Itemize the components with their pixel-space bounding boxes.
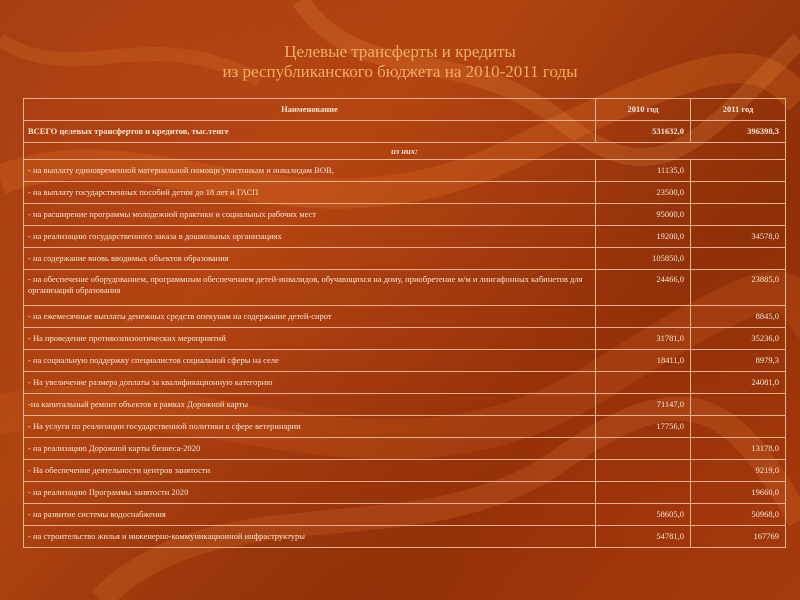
row-value-2010: 18411,0: [596, 350, 691, 372]
table-row: [24, 460, 786, 482]
row-value-2010: 23500,0: [596, 182, 691, 204]
row-name: - на реализацию Дорожной карты бизнеса-2020: [24, 438, 596, 460]
total-name: ВСЕГО целевых трансфертов и кредитов, тыс.тенге: [24, 121, 596, 143]
table-row: [24, 328, 786, 350]
row-name: - На услуги по реализации государственной политики в сфере ветеринарии: [24, 416, 596, 438]
row-value-2010: 24466,0: [596, 270, 691, 306]
row-value-2011: 8845,0: [691, 306, 786, 328]
row-value-2011: 13178,0: [691, 438, 786, 460]
row-value-2010: [596, 460, 691, 482]
title-line-1: Целевые трансферты и кредиты: [284, 42, 516, 61]
table-subheader-row: [24, 143, 786, 160]
row-value-2011: 19660,0: [691, 482, 786, 504]
row-value-2011: [691, 204, 786, 226]
row-value-2011: [691, 248, 786, 270]
table-row: [24, 270, 786, 306]
row-value-2011: 8979,3: [691, 350, 786, 372]
table-row: [24, 350, 786, 372]
table-row: [24, 416, 786, 438]
table-row: [24, 182, 786, 204]
row-value-2010: 19200,0: [596, 226, 691, 248]
table-row: [24, 526, 786, 548]
row-value-2010: 31781,0: [596, 328, 691, 350]
table-row: [24, 306, 786, 328]
row-name: - на содержание вновь вводимых объектов образования: [24, 248, 596, 270]
row-name: - на развитие системы водоснабжения: [24, 504, 596, 526]
row-value-2010: [596, 482, 691, 504]
row-name: - На увеличение размера доплаты за квалификационную категорию: [24, 372, 596, 394]
row-name: - на выплату единовременной материальной помощи участникам и инвалидам ВОВ,: [24, 160, 596, 182]
row-name: - На проведение противоэпизоотических мероприятий: [24, 328, 596, 350]
row-value-2011: 23885,0: [691, 270, 786, 306]
title-line-2: из республиканского бюджета на 2010-2011 годы: [222, 62, 578, 81]
row-value-2011: 167769: [691, 526, 786, 548]
row-name: - на ежемесячные выплаты денежных средств опекунам на содержание детей-сирот: [24, 306, 596, 328]
row-value-2010: 95000,0: [596, 204, 691, 226]
row-name: - на расширение программы молодежной практики и социальных рабочих мест: [24, 204, 596, 226]
row-name: - на социальную поддержку специалистов социальной сферы на селе: [24, 350, 596, 372]
row-value-2010: 58605,0: [596, 504, 691, 526]
table-row: [24, 372, 786, 394]
table-total-row: [24, 121, 786, 143]
table-row: [24, 248, 786, 270]
row-value-2010: [596, 372, 691, 394]
row-value-2010: 11135,0: [596, 160, 691, 182]
table-row: [24, 226, 786, 248]
table-row: [24, 204, 786, 226]
row-value-2011: [691, 182, 786, 204]
slide-title: [0, 42, 800, 82]
row-value-2011: [691, 160, 786, 182]
row-value-2010: 105850,0: [596, 248, 691, 270]
row-value-2011: 34578,0: [691, 226, 786, 248]
row-name: - на реализацию Программы занятости 2020: [24, 482, 596, 504]
row-name: - На обеспечение деятельности центров занятости: [24, 460, 596, 482]
row-value-2010: 17756,0: [596, 416, 691, 438]
row-value-2010: 71147,0: [596, 394, 691, 416]
subheader-label: из них:: [24, 143, 786, 160]
row-value-2010: [596, 306, 691, 328]
table-row: [24, 394, 786, 416]
table-row: [24, 482, 786, 504]
row-name: - на реализацию государственного заказа в дошкольных организациях: [24, 226, 596, 248]
table-row: [24, 160, 786, 182]
row-value-2010: [596, 438, 691, 460]
header-name: Наименование: [24, 99, 596, 121]
row-name: - на строительство жилья и инженерно-коммуникационной инфраструктуры: [24, 526, 596, 548]
row-value-2011: 24081,0: [691, 372, 786, 394]
table-header-row: [24, 99, 786, 121]
row-name: - на выплату государственных пособий детям до 18 лет и ГАСП: [24, 182, 596, 204]
row-value-2011: 50968,0: [691, 504, 786, 526]
row-name: - на обеспечение оборудованием, программным обеспечением детей-инвалидов, обучающихся на дому, приобретение м/м и лингафонных кабинетов для организаций образования: [24, 270, 596, 306]
table-row: [24, 438, 786, 460]
transfers-table: [23, 98, 786, 548]
row-value-2011: [691, 394, 786, 416]
table-row: [24, 504, 786, 526]
row-value-2011: [691, 416, 786, 438]
total-2010: 531632,0: [596, 121, 691, 143]
total-2011: 396398,3: [691, 121, 786, 143]
row-value-2010: 54781,0: [596, 526, 691, 548]
row-value-2011: 35236,0: [691, 328, 786, 350]
header-2011: 2011 год: [691, 99, 786, 121]
row-name: -на капитальный ремонт объектов в рамках Дорожной карты: [24, 394, 596, 416]
row-value-2011: 9219,0: [691, 460, 786, 482]
header-2010: 2010 год: [596, 99, 691, 121]
